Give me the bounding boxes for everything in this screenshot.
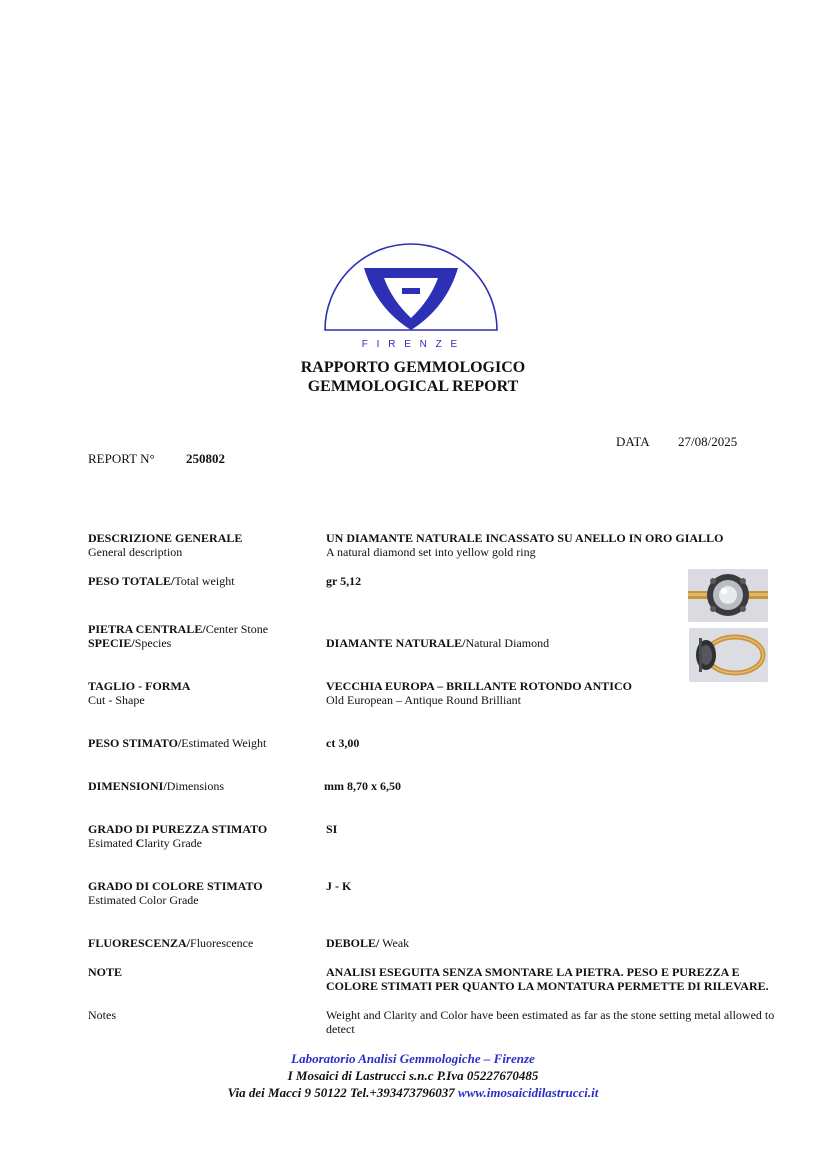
report-number-label: REPORT N° — [88, 451, 155, 466]
fluorescence-label-it: FLUORESCENZA/ — [88, 936, 191, 950]
dimensions-label-en: Dimensions — [166, 779, 225, 793]
fluorescence-label — [88, 936, 253, 950]
estimated-weight-label-en: Estimated Weight — [181, 736, 267, 750]
date-value: 27/08/2025 — [678, 434, 738, 449]
cut-value-en: Old European – Antique Round Brilliant — [326, 693, 521, 707]
general-value-it: UN DIAMANTE NATURALE INCASSATO SU ANELLO IN ORO GIALLO — [326, 531, 724, 545]
total-weight-label-it: PESO TOTALE/ — [88, 574, 175, 588]
estimated-weight-label-it: PESO STIMATO/ — [88, 736, 182, 750]
notes-value-it: ANALISI ESEGUITA SENZA SMONTARE LA PIETRA. PESO E PUREZZA E COLORE STIMATI PER QUANTO LA MONTATURA PERMETTE DI RILEVARE. — [326, 965, 769, 993]
center-stone-label — [88, 622, 268, 636]
cut-label-it: TAGLIO - FORMA — [88, 679, 191, 693]
clarity-label-en: Esimated Clarity Grade — [88, 836, 202, 850]
color-value: J - K — [326, 879, 352, 893]
footer-company: I Mosaici di Lastrucci s.n.c P.Iva 05227670485 — [287, 1068, 539, 1083]
ring-photo-top — [688, 569, 768, 622]
notes-label-en: Notes — [88, 1008, 116, 1022]
dimensions-value: mm 8,70 x 6,50 — [324, 779, 401, 793]
general-label-en: General description — [88, 545, 183, 559]
footer-address-text: Via dei Macci 9 50122 Tel.+393473796037 — [227, 1085, 459, 1100]
species-value — [326, 636, 549, 650]
date-label: DATA — [616, 434, 650, 449]
cut-value-it: VECCHIA EUROPA – BRILLANTE ROTONDO ANTICO — [326, 679, 632, 693]
total-weight-label — [88, 574, 235, 588]
fluorescence-value — [326, 936, 409, 950]
clarity-value: SI — [326, 822, 338, 836]
center-stone-label-en: Center Stone — [205, 622, 269, 636]
fluorescence-value-en: Weak — [379, 936, 410, 950]
notes-label-it: NOTE — [88, 965, 123, 979]
cut-label-en: Cut - Shape — [88, 693, 145, 707]
general-label-it: DESCRIZIONE GENERALE — [88, 531, 243, 545]
estimated-weight-value: ct 3,00 — [326, 736, 360, 750]
clarity-label-it: GRADO DI PUREZZA STIMATO — [88, 822, 268, 836]
species-value-en: Natural Diamond — [465, 636, 550, 650]
general-value-en: A natural diamond set into yellow gold ring — [326, 545, 536, 559]
color-label-en: Estimated Color Grade — [88, 893, 199, 907]
footer-lab-name: Laboratorio Analisi Gemmologiche – Firenze — [291, 1051, 535, 1066]
ring-photo-side — [689, 628, 768, 682]
species-label-en: Species — [134, 636, 172, 650]
species-value-it: DIAMANTE NATURALE/ — [326, 636, 466, 650]
fluorescence-label-en: Fluorescence — [190, 936, 254, 950]
estimated-weight-label — [88, 736, 266, 750]
report-number: 250802 — [186, 451, 225, 466]
lab-logo — [322, 238, 500, 354]
center-stone-label-it: PIETRA CENTRALE/ — [88, 622, 206, 636]
species-label — [88, 636, 171, 650]
total-weight-value: gr 5,12 — [326, 574, 362, 588]
color-label-it: GRADO DI COLORE STIMATO — [88, 879, 263, 893]
footer-address — [0, 1084, 826, 1101]
logo-city: F I R E N Z E — [361, 339, 461, 350]
footer-website-link[interactable]: www.imosaicidilastrucci.it — [458, 1085, 599, 1100]
report-title-en: GEMMOLOGICAL REPORT — [307, 378, 519, 395]
dimensions-label-it: DIMENSIONI/ — [88, 779, 167, 793]
report-title-it: RAPPORTO GEMMOLOGICO — [300, 359, 526, 376]
dimensions-label — [88, 779, 224, 793]
total-weight-label-en: Total weight — [174, 574, 235, 588]
species-label-it: SPECIE/ — [88, 636, 135, 650]
fluorescence-value-it: DEBOLE/ — [326, 936, 380, 950]
notes-value-en: Weight and Clarity and Color have been estimated as far as the stone setting metal allowed to detect — [326, 1008, 775, 1036]
